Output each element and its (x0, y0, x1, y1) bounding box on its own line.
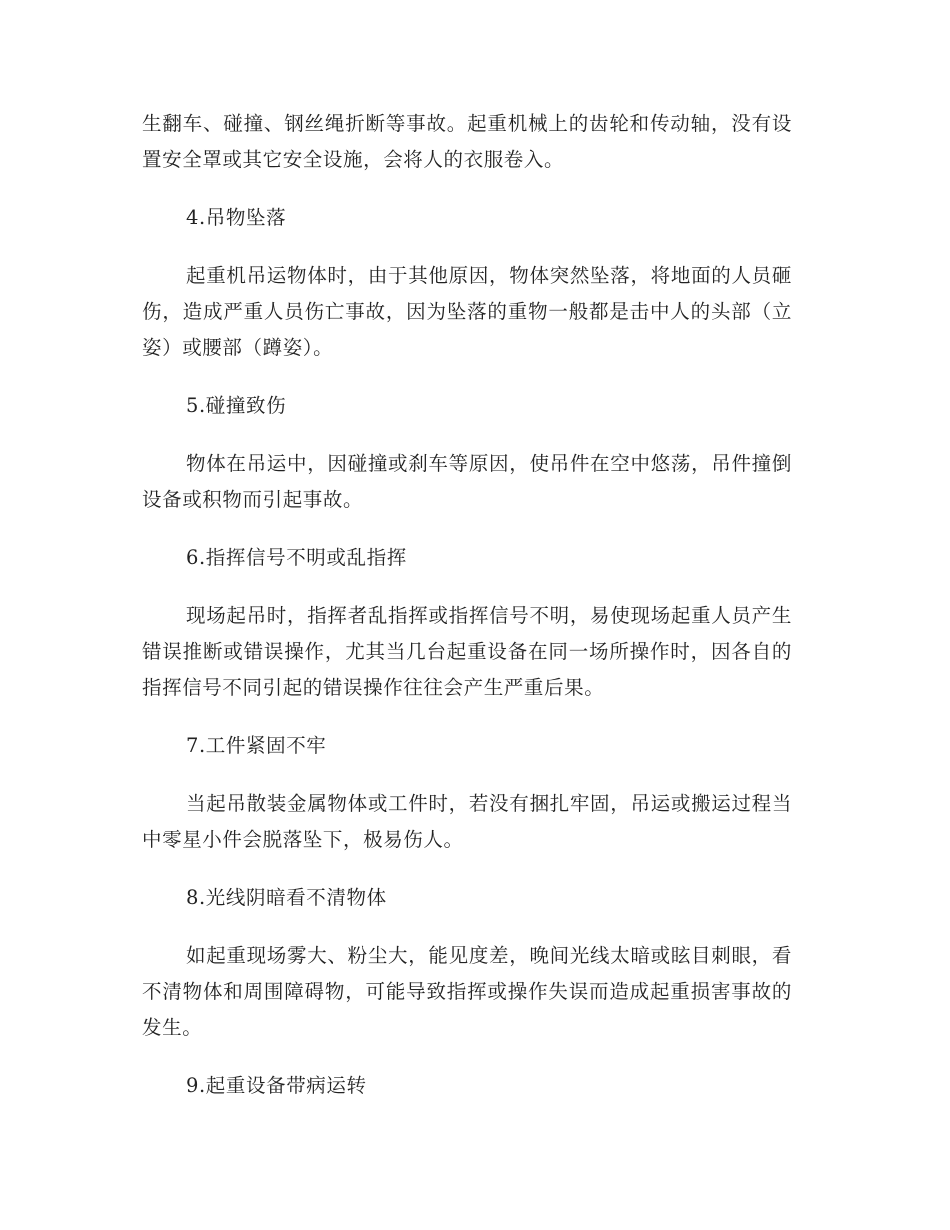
section-heading-6: 6.指挥信号不明或乱指挥 (186, 546, 407, 569)
section-heading-4: 4.吊物坠落 (186, 206, 287, 229)
section-heading-9: 9.起重设备带病运转 (186, 1074, 367, 1097)
section-heading-8: 8.光线阴暗看不清物体 (186, 886, 387, 909)
paragraph-continued: 生翻车、碰撞、钢丝绳折断等事故。起重机械上的齿轮和传动轴，没有设置安全罩或其它安全设施，会将人的衣服卷入。 (142, 112, 792, 171)
paragraph-fastening: 当起吊散装金属物体或工件时，若没有捆扎牢固，吊运或搬运过程当中零星小件会脱落坠下，极易伤人。 (142, 792, 792, 851)
paragraph-signal-command: 现场起吊时，指挥者乱指挥或指挥信号不明，易使现场起重人员产生错误推断或错误操作，尤其当几台起重设备在同一场所操作时，因各自的指挥信号不同引起的错误操作往往会产生严重后果。 (142, 604, 792, 699)
document-body (142, 106, 792, 1126)
section-heading-7: 7.工件紧固不牢 (186, 734, 327, 757)
section-heading-5: 5.碰撞致伤 (186, 394, 287, 417)
paragraph-falling-objects: 起重机吊运物体时，由于其他原因，物体突然坠落，将地面的人员砸伤，造成严重人员伤亡事故，因为坠落的重物一般都是击中人的头部（立姿）或腰部（蹲姿）。 (142, 264, 792, 359)
paragraph-collision-injury: 物体在吊运中，因碰撞或刹车等原因，使吊件在空中悠荡，吊件撞倒设备或积物而引起事故。 (142, 452, 792, 511)
paragraph-poor-lighting: 如起重现场雾大、粉尘大，能见度差，晚间光线太暗或眩目刺眼，看不清物体和周围障碍物，可能导致指挥或操作失误而造成起重损害事故的发生。 (142, 944, 792, 1039)
